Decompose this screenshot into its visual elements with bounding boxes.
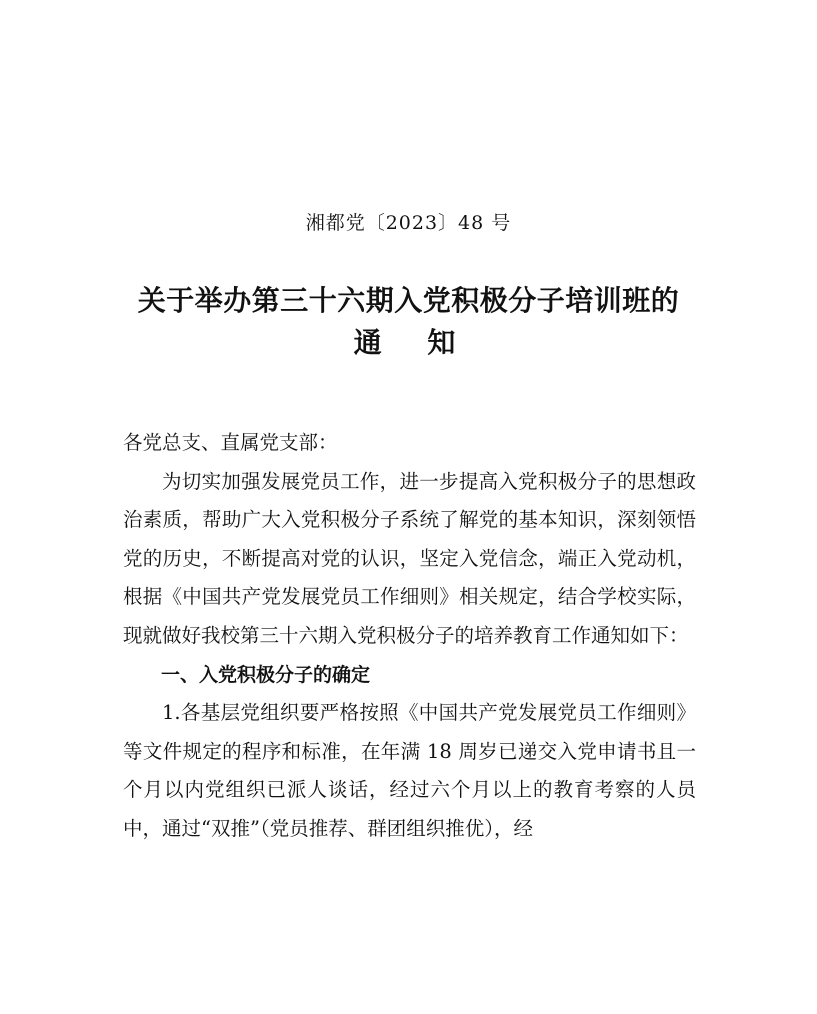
section-1-heading: 一、入党积极分子的确定 [161, 663, 371, 686]
intro-paragraph: 为切实加强发展党员工作，进一步提高入党积极分子的思想政治素质，帮助广大入党积极分子系统了解党的基本知识，深刻领悟党的历史，不断提高对党的认识，坚定入党信念，端正入党动机，根据《中国共产党发展党员工作细则》相关规定，结合学校实际，现就做好我校第三十六期入党积极分子的培养教育工作通知如下： [123, 469, 696, 647]
title-line-1: 关于举办第三十六期入党积极分子培训班的 [137, 284, 680, 317]
salutation: 各党总支、直属党支部： [123, 431, 338, 454]
document-body [123, 424, 696, 849]
document-title [0, 280, 817, 364]
title-line-2: 通 知 [353, 326, 474, 359]
section-1-item-1: 1.各基层党组织要严格按照《中国共产党发展党员工作细则》等文件规定的程序和标准，在年满 18 周岁已递交入党申请书且一个月以内党组织已派人谈话，经过六个月以上的教育考察的人员中，通过“双推”（党员推荐、群团组织推优），经 [123, 701, 696, 840]
document-number: 湘都党〔2023〕48 号 [305, 212, 512, 234]
